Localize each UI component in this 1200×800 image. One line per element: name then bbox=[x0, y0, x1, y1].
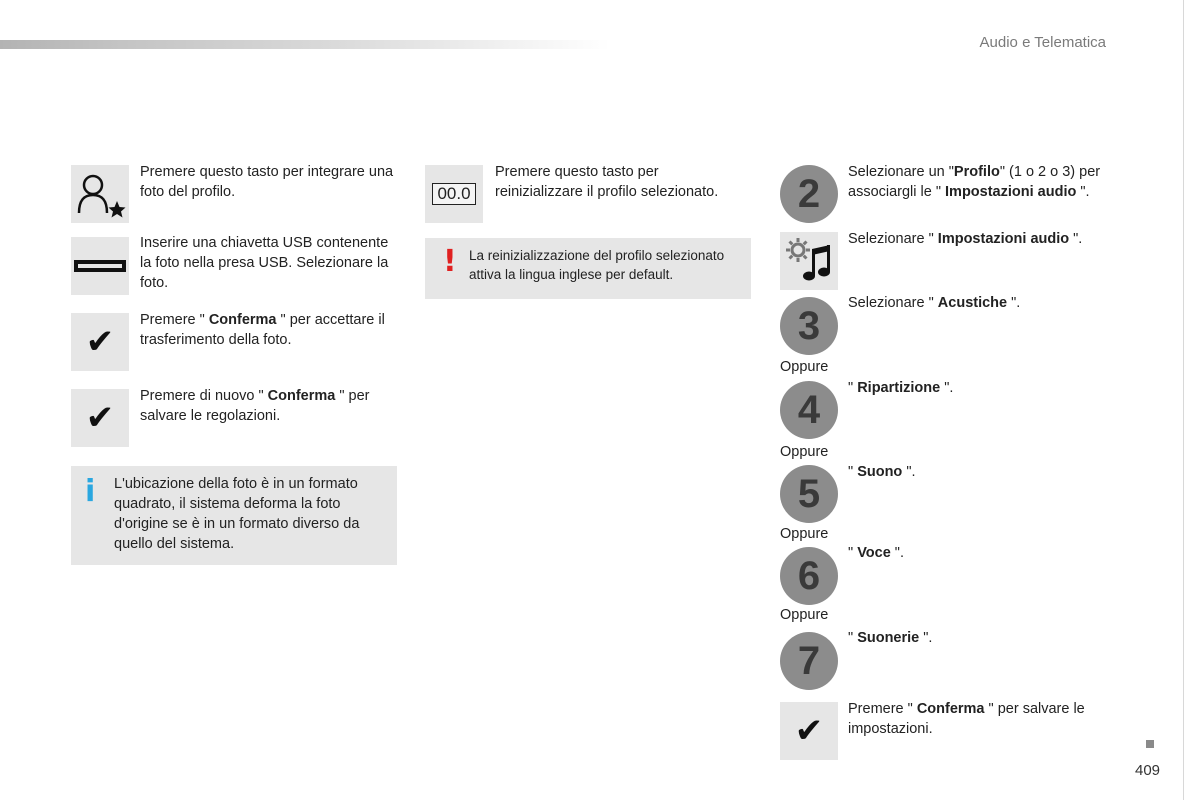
reset-profile-button[interactable] bbox=[425, 165, 483, 223]
profile-photo-button[interactable] bbox=[71, 165, 129, 223]
right-step6-text: " Voce ". bbox=[848, 545, 904, 561]
audio-settings-icon bbox=[780, 232, 838, 290]
confirm-button-3[interactable] bbox=[780, 702, 838, 760]
warning-note-box bbox=[425, 238, 751, 299]
right-step5-text: " Suono ". bbox=[848, 464, 916, 480]
check-icon: ✔ bbox=[85, 322, 115, 362]
usb-icon bbox=[71, 237, 129, 295]
confirm-button-1[interactable] bbox=[71, 313, 129, 371]
info-note-box bbox=[71, 466, 397, 565]
step-number-7: 7 bbox=[780, 632, 838, 690]
audio-settings-button[interactable] bbox=[780, 232, 838, 290]
audio-settings-text: Selezionare " Impostazioni audio ". bbox=[848, 231, 1083, 247]
or-label: Oppure bbox=[780, 526, 829, 542]
right-step7-text: " Suonerie ". bbox=[848, 630, 933, 646]
confirm-keyword: Conferma bbox=[267, 388, 336, 404]
step-number-4: 4 bbox=[780, 381, 838, 439]
right-step4-text: " Ripartizione ". bbox=[848, 380, 954, 396]
page-number: 409 bbox=[1135, 762, 1161, 779]
left-step3-text: Premere " Conferma " per accettare il trasferimento della foto. bbox=[140, 312, 385, 348]
left-step1-text: Premere questo tasto per integrare una foto del profilo. bbox=[140, 164, 394, 200]
info-icon: i bbox=[85, 474, 96, 509]
right-step3-text: Selezionare " Acustiche ". bbox=[848, 295, 1021, 311]
reset-text: Premere questo tasto per reinizializzare il profilo selezionato. bbox=[495, 164, 719, 200]
page-marker bbox=[1146, 740, 1154, 748]
info-note-text: L'ubicazione della foto è in un formato quadrato, il sistema deforma la foto d'origine se è in un formato diverso da quello del sistema. bbox=[114, 476, 360, 552]
confirm-keyword: Conferma bbox=[208, 312, 277, 328]
or-label: Oppure bbox=[780, 359, 829, 375]
warning-note-text: La reinizializzazione del profilo selezionato attiva la lingua inglese per default. bbox=[469, 248, 725, 282]
step-number-2: 2 bbox=[780, 165, 838, 223]
or-label: Oppure bbox=[780, 607, 829, 623]
right-confirm-text: Premere " Conferma " per salvare le impostazioni. bbox=[848, 701, 1085, 737]
check-icon: ✔ bbox=[85, 398, 115, 438]
step-number-5: 5 bbox=[780, 465, 838, 523]
section-title: Audio e Telematica bbox=[979, 34, 1106, 51]
header-gradient-bar bbox=[0, 40, 610, 49]
check-icon: ✔ bbox=[794, 711, 824, 751]
profile-photo-icon bbox=[71, 165, 129, 223]
or-label: Oppure bbox=[780, 444, 829, 460]
right-step2-text: Selezionare un "Profilo" (1 o 2 o 3) per associargli le " Impostazioni audio ". bbox=[848, 164, 1101, 200]
usb-slot-graphic bbox=[71, 237, 129, 295]
step-number-6: 6 bbox=[780, 547, 838, 605]
reset-button-label: 00.0 bbox=[432, 183, 475, 205]
left-step2-text: Inserire una chiavetta USB contenente la foto nella presa USB. Selezionare la foto. bbox=[140, 235, 389, 291]
left-step4-text: Premere di nuovo " Conferma " per salvare le regolazioni. bbox=[140, 388, 370, 424]
page-edge-rule bbox=[1183, 0, 1184, 800]
step-number-3: 3 bbox=[780, 297, 838, 355]
warning-icon: ! bbox=[443, 244, 457, 279]
confirm-button-2[interactable] bbox=[71, 389, 129, 447]
